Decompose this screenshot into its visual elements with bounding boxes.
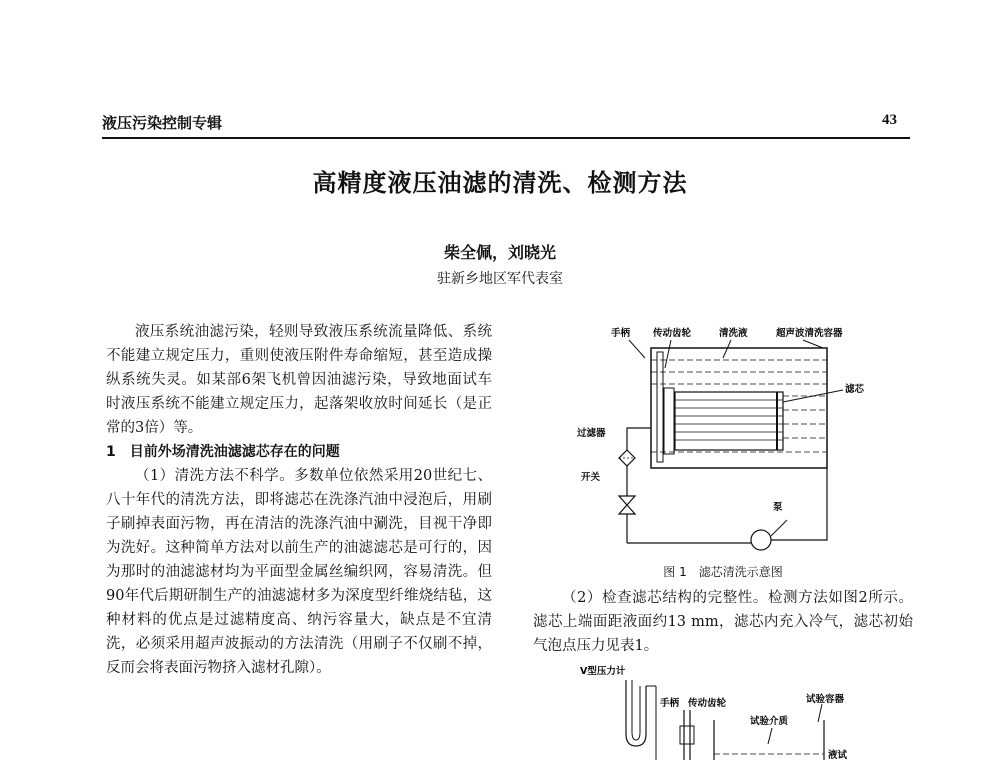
fig2-manometer — [626, 680, 646, 746]
fig1-label-liquid: 清洗液 — [719, 328, 748, 339]
fig1-label-switch: 开关 — [581, 472, 601, 483]
page-number: 43 — [882, 112, 897, 128]
intro-paragraph: 液压系统油滤污染，轻则导致液压系统流量降低、系统不能建立规定压力，重则使液压附件寿命缩短，甚至造成操纵系统失灵。如某部6架飞机曾因油滤污染，导致地面试车时液压系统不能建立规定压力，起落架收放时间延长（是正常的3倍）等。 — [106, 324, 492, 436]
affiliation: 驻新乡地区军代表室 — [437, 271, 563, 287]
fig1-leader-liquid — [723, 340, 731, 358]
fig2-label-test-container: 试验容器 — [806, 694, 845, 705]
section-heading: 1 目前外场清洗油滤滤芯存在的问题 — [106, 444, 340, 460]
paper-title: 高精度液压油滤的清洗、检测方法 — [312, 169, 688, 197]
fig1-label-strainer: 过滤器 — [577, 428, 606, 439]
fig1-label-pump: 泵 — [773, 502, 783, 513]
journal-title: 液压污染控制专辑 — [102, 114, 223, 132]
paragraph-1: （1）清洗方法不科学。多数单位依然采用20世纪七、八十年代的清洗方法，即将滤芯在洗涤汽油中浸泡后，用刷子刷掉表面污物，再在清洁的洗涤汽油中涮洗，目视干净即为洗好。这种简单方法对以前生产的油滤滤芯是可行的，因为那时的油滤滤材均为平面型金属丝编织网，容易清洗。但90年代后期研制生产的油滤滤材多为深度型纤维烧结毡，这种材料的优点是过滤精度高、纳污容量大，缺点是不宜清洗，必须采用超声波振动的方法清洗（用刷子不仅刷不掉，反而会将表面污物挤入滤材孔隙）。 — [106, 468, 492, 676]
fig1-leader-container — [803, 340, 823, 348]
fig2-label-handle: 手柄 — [660, 698, 680, 709]
figure-1-diagram — [533, 318, 913, 558]
fig2-label-test-medium: 试验介质 — [750, 716, 789, 727]
fig2-label-cut: 液试 — [828, 750, 848, 760]
figure-1-caption: 图 1 滤芯清洗示意图 — [663, 565, 783, 579]
fig2-label-manometer: V型压力计 — [580, 666, 626, 677]
fig1-leader-handle — [629, 340, 645, 358]
fig1-label-handle: 手柄 — [611, 328, 631, 339]
fig1-leader-gear — [665, 340, 671, 368]
figure-2-diagram — [560, 664, 900, 760]
paragraph-2: （2）检查滤芯结构的完整性。检测方法如图2所示。滤芯上端面距液面约13 mm，滤芯内充入冷气，滤芯初始气泡点压力见表1。 — [533, 590, 913, 654]
header-rule — [102, 137, 910, 139]
right-column — [533, 586, 913, 658]
fig1-switch-valve — [619, 496, 635, 514]
fig1-pump — [751, 530, 771, 550]
fig1-label-container: 超声波清洗容器 — [776, 328, 843, 339]
fig1-label-filter-element: 滤芯 — [845, 384, 865, 395]
fig2-label-gear: 传动齿轮 — [688, 698, 727, 709]
fig1-label-gear: 传动齿轮 — [653, 328, 692, 339]
left-column — [106, 320, 492, 680]
fig1-filter-element — [675, 392, 783, 450]
authors: 柴全佩，刘晓光 — [443, 243, 556, 262]
